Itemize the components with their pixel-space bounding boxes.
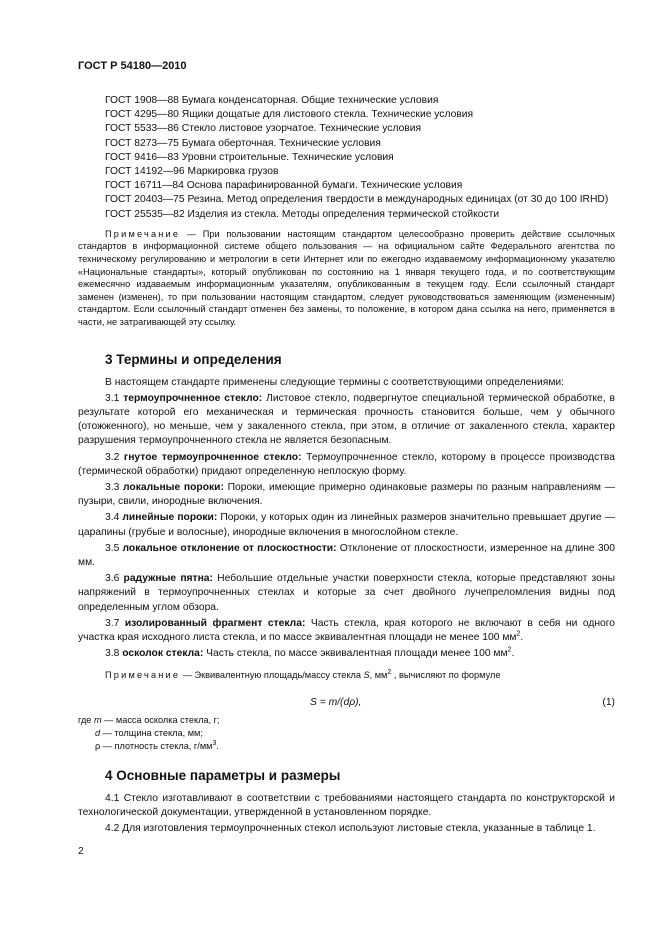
- reference-item: ГОСТ 16711—84 Основа парафинированной бумаги. Технические условия: [105, 180, 463, 192]
- term-definition: Отклонение от плоскостности, измеренное на длине 300 мм.: [78, 542, 615, 569]
- variable: m: [93, 715, 102, 726]
- term-item: [78, 617, 615, 645]
- legend-text: — масса осколка стекла, г;: [101, 715, 220, 726]
- term-definition: Пороки, имеющие примерно одинаковые размеры по разным направлениям — пузыри, свили, инородные включения.: [78, 482, 615, 508]
- term-item: [78, 572, 615, 615]
- punctuation: .: [511, 648, 515, 660]
- formula-line: [78, 696, 615, 710]
- legend-text: — плотность стекла, г/мм: [100, 741, 213, 752]
- term-item: [78, 481, 615, 509]
- term-item: [78, 451, 615, 479]
- normative-references-list: [78, 94, 615, 222]
- note-text: , вычисляют по формуле: [391, 670, 501, 681]
- formula: S = m/(dρ),: [310, 697, 362, 709]
- reference-item: ГОСТ 14192—96 Маркировка грузов: [105, 166, 279, 178]
- reference-item: ГОСТ 25535—82 Изделия из стекла. Методы определения термической стойкости: [105, 208, 500, 220]
- superscript: 3: [212, 739, 217, 747]
- term-number: 3.6: [105, 573, 124, 585]
- document-header: ГОСТ Р 54180—2010: [78, 60, 187, 72]
- term-number: 3.4: [105, 512, 123, 524]
- punctuation: .: [216, 741, 219, 752]
- term-name: изолированный фрагмент стекла:: [124, 617, 306, 629]
- reference-item: ГОСТ 9416—83 Уровни строительные. Технические условия: [105, 151, 394, 163]
- note-label: Примечание: [105, 228, 181, 239]
- term-item: [78, 542, 615, 570]
- term-item: [78, 511, 615, 539]
- superscript: 2: [387, 669, 392, 677]
- term-number: 3.8: [105, 648, 123, 660]
- formula-note: [78, 669, 615, 682]
- term-item: [78, 647, 615, 661]
- reference-item: ГОСТ 4295—80 Ящики дощатые для листового стекла. Технические условия: [105, 109, 474, 121]
- reference-item: ГОСТ 20403—75 Резина. Метод определения твердости в международных единицах (от 30 до 100 IRHD): [105, 194, 609, 206]
- legend-text: — толщина стекла, мм;: [100, 728, 203, 739]
- term-name: радужные пятна:: [123, 573, 213, 585]
- page-number: 2: [78, 845, 84, 857]
- terms-intro: В настоящем стандарте применены следующие термины с соответствующими определениями:: [105, 376, 565, 388]
- term-number: 3.3: [105, 482, 124, 493]
- term-definition: Термоупрочненное стекло, которому в процессе производства (термической обработки) придают определенную неплоскую форму.: [78, 451, 615, 477]
- legend-item: [78, 727, 615, 740]
- section-4-body: [78, 792, 615, 837]
- formula-legend: [78, 714, 615, 753]
- variable: d: [95, 728, 101, 739]
- section-3-heading: 3 Термины и определения: [105, 351, 282, 367]
- section-4-heading: 4 Основные параметры и размеры: [105, 768, 341, 784]
- note-text: , мм: [369, 670, 388, 681]
- term-number: 3.2: [105, 451, 124, 463]
- term-definition: Листовое стекло, подвергнутое специальной термической обработке, в результате которой его механическая и термическая прочность становится больше, чем у обычного (отожженного), но меньше, чем у закаленного стекла, при этом, в отличие от закаленного стекла, характер разрушения термоупрочненного стекла не является безопасным.: [78, 392, 615, 447]
- term-name: гнутое термоупрочненное стекло:: [123, 451, 302, 463]
- term-name: осколок стекла:: [122, 648, 204, 660]
- legend-prefix: где: [78, 715, 94, 726]
- term-definition: Часть стекла, по массе эквивалентная площади менее 100 мм: [203, 648, 508, 660]
- references-note: [78, 228, 615, 329]
- variable: S: [363, 670, 370, 681]
- note-text: — При пользовании настоящим стандартом целесообразно проверить действие ссылочных стандартов в информационной системе общего пользования — на официальном сайте Федерального агентства по техническому регулированию и метрологии в сети Интернет или по ежегодно издаваемому информационному указателю «Национальные стандарты», который опубликован по состоянию на 1 января текущего года, и по соответствующим ежемесячно издаваемым информационным указателям, опубликованным в текущем году. Если ссылочный стандарт заменен (изменен), то при пользовании настоящим стандартом, следует руководствоваться заменяющим (измененным) стандартом. Если ссылочный стандарт отменен без замены, то положение, в котором дана ссылка на него, применяется в части, не затрагивающей эту ссылку.: [78, 228, 615, 327]
- legend-item: [78, 714, 615, 727]
- term-item: [78, 392, 615, 449]
- terms-section: [78, 376, 615, 662]
- term-definition: Пороки, у которых один из линейных размеров значительно превышает другие — царапины (грубые и волосные), инородные включения в многослойном стекле.: [78, 512, 615, 538]
- legend-item: [78, 740, 615, 753]
- term-number: 3.1: [105, 392, 124, 404]
- reference-item: ГОСТ 1908—88 Бумага конденсаторная. Общие технические условия: [105, 95, 439, 106]
- note-label: Примечание: [105, 670, 181, 681]
- term-name: линейные пороки:: [122, 512, 218, 524]
- term-name: локальное отклонение от плоскостности:: [122, 542, 337, 554]
- paragraph: 4.2 Для изготовления термоупрочненных стекол используют листовые стекла, указанные в таблице 1.: [105, 823, 596, 835]
- term-number: 3.5: [105, 542, 123, 554]
- term-name: термоупрочненное стекло:: [123, 392, 263, 404]
- term-number: 3.7: [105, 617, 125, 629]
- paragraph: 4.1 Стекло изготавливают в соответствии с требованиями настоящего стандарта по конструкторской и технологической документации, утвержденной в установленном порядке.: [78, 793, 615, 819]
- term-definition: Часть стекла, края которого не включают в себя ни одного участка края исходного листа стекла, и по массе эквивалентная площади не менее 100 мм: [78, 617, 615, 644]
- term-definition: Небольшие отдельные участки поверхности стекла, которые представляют зоны напряжений в термоупрочненных стеклах и которые за счет двойного лучепреломления видны под определенным углом обзора.: [78, 573, 615, 613]
- superscript: 2: [516, 630, 521, 638]
- formula-number: (1): [602, 697, 615, 709]
- term-name: локальные пороки:: [123, 482, 224, 493]
- reference-item: ГОСТ 5533—86 Стекло листовое узорчатое. Технические условия: [105, 123, 422, 135]
- punctuation: .: [520, 632, 524, 644]
- variable: ρ: [95, 741, 101, 752]
- reference-item: ГОСТ 8273—75 Бумага оберточная. Технические условия: [105, 137, 381, 149]
- superscript: 2: [507, 646, 512, 654]
- note-text: — Эквивалентную площадь/массу стекла: [180, 670, 364, 681]
